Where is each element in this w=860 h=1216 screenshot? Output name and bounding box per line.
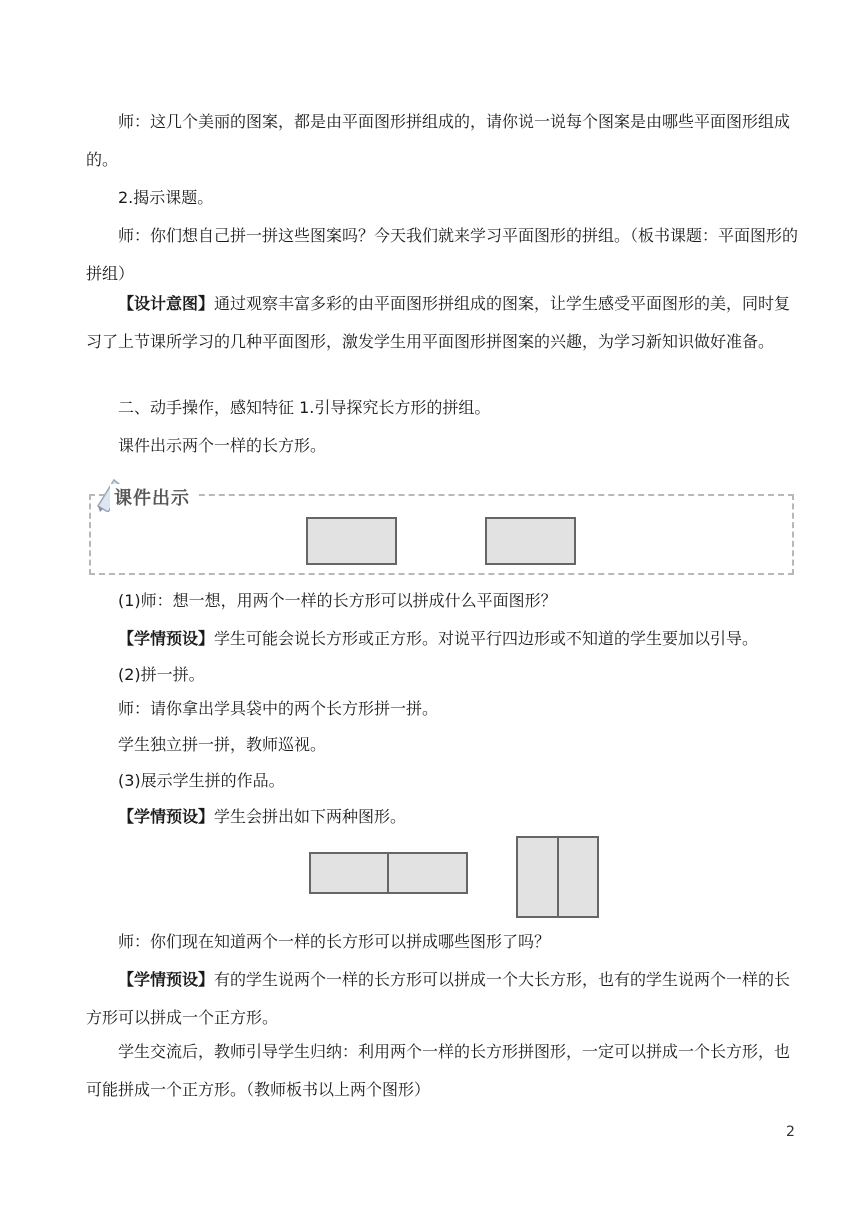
courseware-label: 课件出示 [110, 484, 196, 510]
paragraph-show-work: (3)展示学生拼的作品。 [118, 771, 285, 790]
rectangle-shape-right-half [387, 852, 468, 894]
paragraph-prediction-1: 【学情预设】学生可能会说长方形或正方形。对说平行四边形或不知道的学生要加以引导。 [118, 629, 759, 648]
paragraph-teacher-question: 师：你们想自己拼一拼这些图案吗？今天我们就来学习平面图形的拼组。（板书课题：平面图形的拼组） [86, 226, 799, 283]
rectangle-shape [485, 517, 576, 565]
paragraph-courseware: 课件出示两个一样的长方形。 [118, 436, 327, 455]
paragraph-teacher-check: 师：你们现在知道两个一样的长方形可以拼成哪些图形了吗？ [118, 932, 551, 951]
paragraph-prediction-3: 【学情预设】有的学生说两个一样的长方形可以拼成一个大长方形，也有的学生说两个一样的长方形可以拼成一个正方形。 [86, 970, 791, 1027]
paragraph-intro: 师：这几个美丽的图案，都是由平面图形拼组成的，请你说一说每个图案是由哪些平面图形组成的。 [86, 112, 791, 169]
rectangle-shape-left-half [309, 852, 389, 894]
paragraph-independent: 学生独立拼一拼，教师巡视。 [118, 735, 327, 754]
paragraph-try: (2)拼一拼。 [118, 665, 205, 684]
paragraph-teacher-request: 师：请你拿出学具袋中的两个长方形拼一拼。 [118, 699, 439, 718]
square-shape-right-half [557, 836, 599, 918]
paragraph-summary: 学生交流后，教师引导学生归纳：利用两个一样的长方形拼图形，一定可以拼成一个长方形，也可能拼成一个正方形。（教师板书以上两个图形） [86, 1042, 791, 1099]
rectangle-shape [306, 517, 397, 565]
prediction-label: 【学情预设】 [118, 629, 215, 648]
square-shape-left-half [516, 836, 559, 918]
paragraph-design-intent: 【设计意图】通过观察丰富多彩的由平面图形拼组成的图案，让学生感受平面图形的美，同时复习了上节课所学习的几种平面图形，激发学生用平面图形拼图案的兴趣，为学习新知识做好准备。 [86, 294, 791, 351]
page-number: 2 [786, 1124, 795, 1140]
paragraph-think: (1)师：想一想，用两个一样的长方形可以拼成什么平面图形？ [118, 591, 557, 610]
paragraph-topic: 2.揭示课题。 [118, 188, 214, 207]
paragraph-section-two: 二、动手操作，感知特征 1.引导探究长方形的拼组。 [118, 398, 491, 417]
prediction-label: 【学情预设】 [118, 970, 215, 989]
prediction-label: 【学情预设】 [118, 807, 215, 826]
paragraph-prediction-2: 【学情预设】学生会拼出如下两种图形。 [118, 807, 407, 826]
design-intent-label: 【设计意图】 [118, 294, 215, 313]
